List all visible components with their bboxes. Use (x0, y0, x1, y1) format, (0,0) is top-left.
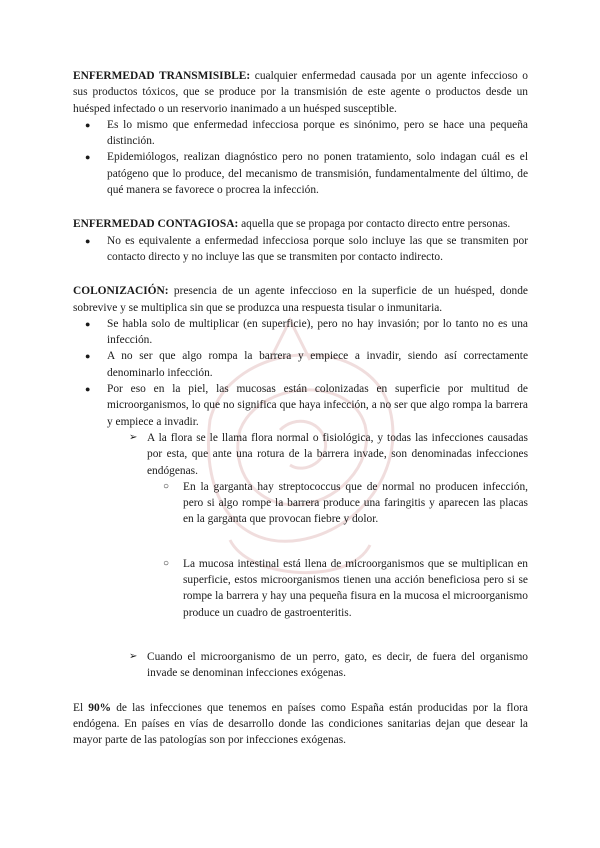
bullet-icon: ● (85, 119, 91, 130)
circle-bullet-icon: ○ (163, 480, 170, 492)
definition-transmisible (73, 68, 528, 117)
contagiosa-bullets (73, 233, 528, 266)
bullet-icon: ● (85, 152, 91, 163)
list-item: ➢ A la flora se le llama flora normal o fisiológica, y todas las infecciones causadas por esta, que ante una rotura de la barrera invade, son denominadas infecciones endógenas. (129, 431, 528, 477)
term-colonizacion: COLONIZACIÓN: (73, 285, 169, 298)
list-item: ➢ Cuando el microorganismo de un perro, gato, es decir, de fuera del organismo invade se denominan infecciones exógenas. (129, 650, 528, 680)
flora-examples-list (73, 479, 528, 621)
definition-transmisible-text: cualquier enfermedad causada por un agente infeccioso o sus productos tóxicos, que se produce por la transmisión de este agente o productos desde un huésped infectado o un reservorio inanimado a un huésped susceptible. (73, 70, 529, 115)
document-page (73, 68, 528, 748)
bullet-icon: ● (85, 384, 91, 395)
definition-colonizacion (73, 283, 528, 316)
percent-value: 90% (88, 701, 112, 714)
closing-paragraph: El 90% de las infecciones que tenemos en países como España están producidas por la flora endógena. En países en vías de desarrollo donde las condiciones sanitarias dejan que desear la mayor parte de las patologías son por infecciones exógenas. (73, 701, 528, 747)
bullet-icon: ● (85, 235, 91, 246)
arrow-bullet-icon: ➢ (129, 650, 138, 662)
circle-bullet-icon: ○ (163, 557, 170, 569)
definition-contagiosa-text: aquella que se propaga por contacto directo entre personas. (238, 218, 511, 231)
colonizacion-bullets (73, 316, 528, 430)
list-item: ○ En la garganta hay streptococcus que de normal no producen infección, pero si algo rompe la barrera produce una faringitis y aparecen las placas en la garganta que provocan fiebre y dolor. (163, 480, 528, 526)
list-item: ● A no ser que algo rompa la barrera y empiece a invadir, siendo así correctamente denominarlo infección. (85, 350, 528, 379)
transmisible-bullets (73, 117, 528, 198)
list-item: ● No es equivalente a enfermedad infecciosa porque solo incluye las que se transmiten por contacto directo y no incluye las que se transmiten por contacto indirecto. (85, 234, 528, 263)
colonizacion-sub-list-2 (73, 649, 528, 682)
list-item: ● Epidemiólogos, realizan diagnóstico pero no ponen tratamiento, solo indagan cuál es el patógeno que lo produce, del mecanismo de transmisión, fundamentalmente del último, de qué manera se favorece o procrea la infección. (85, 151, 528, 197)
list-item: ○ La mucosa intestinal está llena de microorganismos que se multiplican en superficie, estos microorganismos tienen una acción beneficiosa pero si se rompe la barrera y hay una pequeña fisura en la mucosa el microorganismo produce un cuadro de gastroenteritis. (163, 557, 528, 619)
list-item: ● Se habla solo de multiplicar (en superficie), pero no hay invasión; por lo tanto no es una infección. (85, 317, 528, 347)
term-contagiosa: ENFERMEDAD CONTAGIOSA: (73, 218, 239, 231)
list-item: ● Por eso en la piel, las mucosas están colonizadas en superficie por multitud de microorganismos, lo que no significa que haya infección, a no ser que algo rompa la barrera y empiece a invadir. (85, 383, 528, 428)
colonizacion-sub-list (73, 430, 528, 479)
arrow-bullet-icon: ➢ (129, 431, 138, 443)
list-item: ● Es lo mismo que enfermedad infecciosa porque es sinónimo, pero se hace una pequeña distinción. (85, 118, 528, 148)
bullet-icon: ● (85, 318, 91, 329)
bullet-icon: ● (85, 351, 91, 362)
definition-colonizacion-text: presencia de un agente infeccioso en la superficie de un huésped, donde sobrevive y se multiplica sin que se produzca una respuesta tisular o inmunitaria. (73, 285, 528, 314)
term-transmisible: ENFERMEDAD TRANSMISIBLE: (73, 70, 251, 82)
definition-contagiosa (73, 216, 528, 232)
